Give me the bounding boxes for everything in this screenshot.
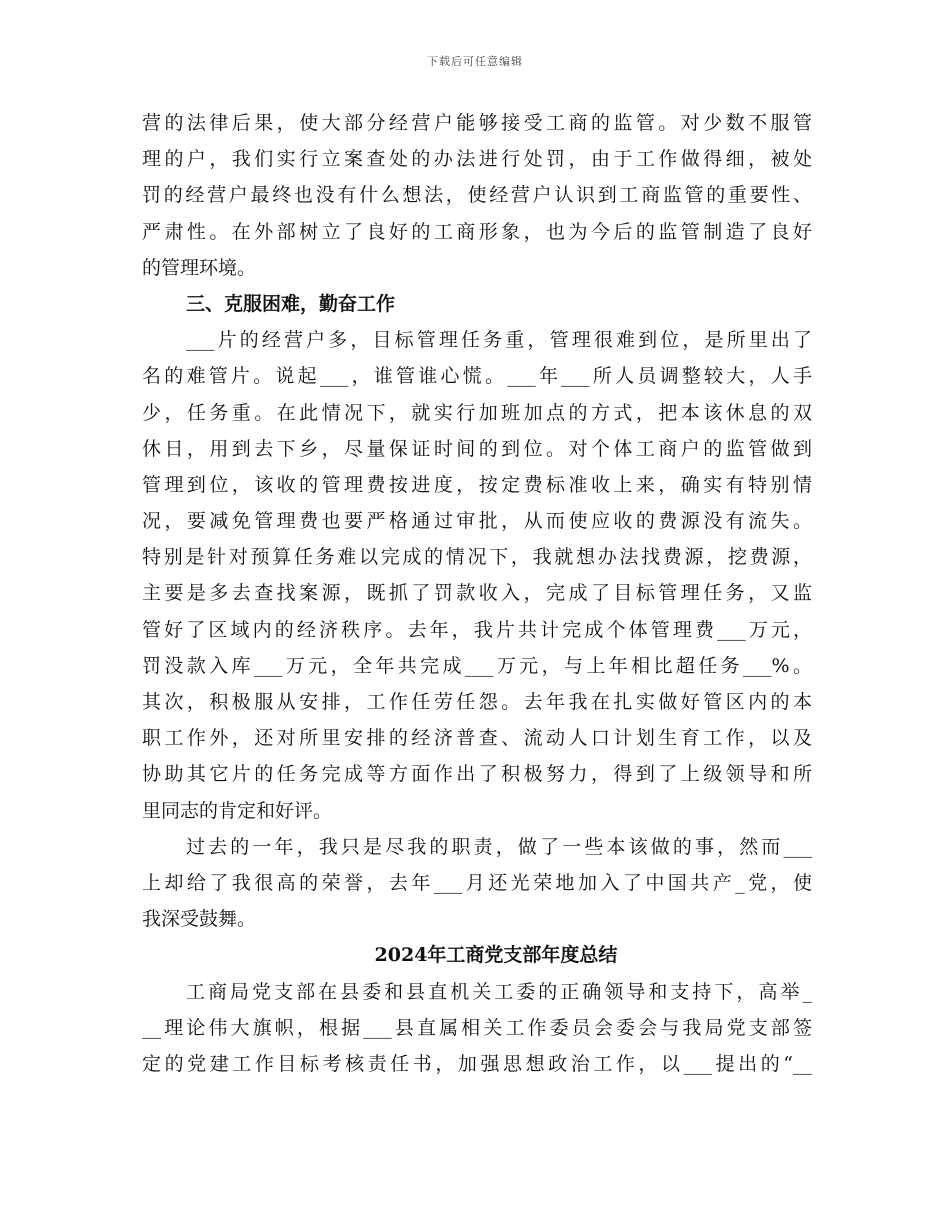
- paragraph-line: 协助其它片的任务完成等方面作出了积极努力，得到了上级领导和所: [142, 763, 812, 786]
- paragraph-first-line: 工商局党支部在县委和县直机关工委的正确领导和支持下，高举_: [186, 980, 812, 1003]
- document-body: [142, 105, 812, 1082]
- paragraph-first-line: 过去的一年，我只是尽我的职责，做了一些本该做的事，然而___: [186, 835, 812, 858]
- paragraph-line: 理的户，我们实行立案查处的办法进行处罚，由于工作做得细，被处: [142, 148, 812, 171]
- paragraph-last-line: 的管理环境。: [142, 256, 257, 279]
- paragraph-line: 名的难管片。说起___，谁管谁心慌。___年___所人员调整较大，人手: [142, 365, 812, 388]
- paragraph-line: 主要是多去查找案源，既抓了罚款收入，完成了目标管理任务，又监: [142, 582, 812, 605]
- paragraph-line: 管好了区域内的经济秩序。去年，我片共计完成个体管理费___万元，: [142, 618, 812, 641]
- paragraph-line: 罚的经营户最终也没有什么想法，使经营户认识到工商监管的重要性、: [142, 184, 812, 207]
- paragraph-line: 营的法律后果，使大部分经营户能够接受工商的监管。对少数不服管: [142, 112, 812, 134]
- paragraph-line: 职工作外，还对所里安排的经济普查、流动人口计划生育工作，以及: [142, 727, 812, 750]
- paragraph-line: 上却给了我很高的荣誉，去年___月还光荣地加入了中国共产_党，使: [142, 871, 812, 894]
- document-title: 2024年工商党支部年度总结: [374, 944, 618, 967]
- paragraph-last-line: 里同志的肯定和好评。: [142, 799, 333, 822]
- paragraph-line: 罚没款入库___万元，全年共完成___万元，与上年相比超任务___%。: [142, 654, 812, 677]
- paragraph-line: __理论伟大旗帜，根据___县直属相关工作委员会委会与我局党支部签: [142, 1016, 812, 1039]
- paragraph-line: 其次，积极服从安排，工作任劳任怨。去年我在扎实做好管区内的本: [142, 691, 812, 713]
- paragraph-line: 少，任务重。在此情况下，就实行加班加点的方式，把本该休息的双: [142, 401, 812, 424]
- page-header: 下载后可任意编辑: [427, 55, 523, 68]
- paragraph-last-line: 我深受鼓舞。: [142, 908, 257, 931]
- paragraph-line: 管理到位，该收的管理费按进度，按定费标准收上来，确实有特别情: [142, 473, 812, 496]
- paragraph-line: 休日，用到去下乡，尽量保证时间的到位。对个体工商户的监管做到: [142, 437, 812, 460]
- paragraph-first-line: ___片的经营户多，目标管理任务重，管理很难到位，是所里出了: [186, 329, 812, 352]
- paragraph-line: 定的党建工作目标考核责任书，加强思想政治工作，以___提出的“__: [142, 1052, 812, 1075]
- paragraph-line: 特别是针对预算任务难以完成的情况下，我就想办法找费源，挖费源，: [142, 546, 812, 569]
- section-heading: 三、克服困难，勤奋工作: [186, 292, 396, 315]
- paragraph-line: 况，要减免管理费也要严格通过审批，从而使应收的费源没有流失。: [142, 510, 812, 533]
- paragraph-line: 严肃性。在外部树立了良好的工商形象，也为今后的监管制造了良好: [142, 220, 812, 243]
